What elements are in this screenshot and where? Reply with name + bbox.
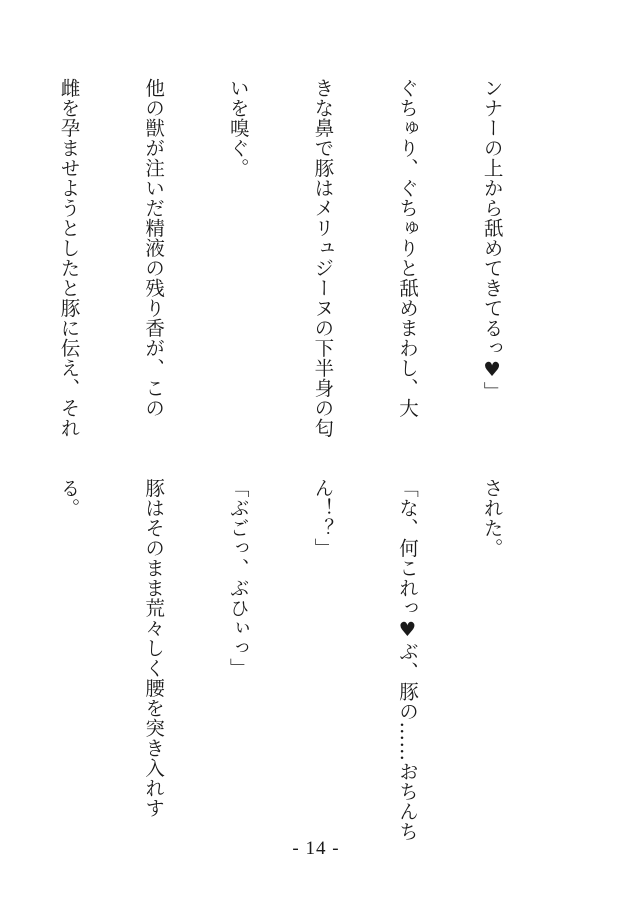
text-line: る。 bbox=[57, 478, 81, 518]
text-line: 「な、何これっ♥ぶ、豚の……おちんち bbox=[395, 478, 419, 842]
text-block-top bbox=[57, 78, 562, 438]
text-line: ぐちゅり、ぐちゅりと舐めまわし、大 bbox=[395, 78, 419, 418]
text-line: ンナーの上から舐めてきてるっ♥」 bbox=[480, 78, 504, 402]
text-line: された。 bbox=[480, 478, 504, 558]
text-line: 「ぶごっ、ぶひぃっ」 bbox=[226, 478, 250, 678]
page-number: - 14 - bbox=[292, 838, 340, 859]
text-line: きな鼻で豚はメリュジーヌの下半身の匂 bbox=[311, 78, 335, 438]
text-line: いを嗅ぐ。 bbox=[226, 78, 250, 178]
text-line: 雌を孕ませようとしたと豚に伝え、それ bbox=[57, 78, 81, 438]
text-line: ん！？」 bbox=[311, 478, 335, 558]
text-line: 他の獣が注いだ精液の残り香が、この bbox=[142, 78, 166, 418]
text-block-bottom bbox=[57, 478, 562, 842]
text-line: 豚はそのまま荒々しく腰を突き入れす bbox=[142, 478, 166, 818]
